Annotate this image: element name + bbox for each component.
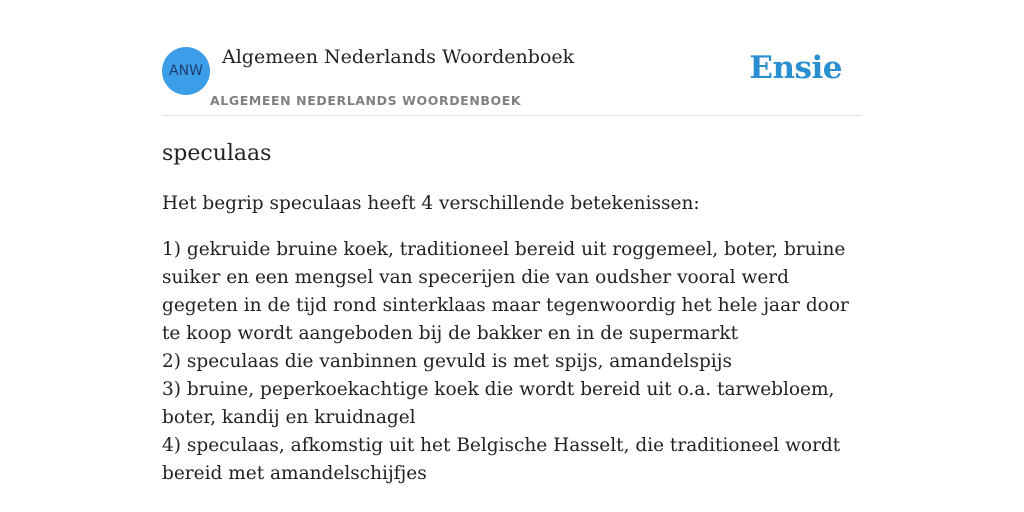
entry-term: speculaas <box>162 141 272 166</box>
entry-intro: Het begrip speculaas heeft 4 verschillende betekenissen: <box>162 193 700 214</box>
meaning-item: 4) speculaas, afkomstig uit het Belgische Hasselt, die traditioneel wordt bereid met amandelschijfjes <box>162 435 841 484</box>
entry-content <box>162 138 864 488</box>
meaning-item: 1) gekruide bruine koek, traditioneel bereid uit roggemeel, boter, bruine suiker en een mengsel van specerijen die van oudsher vooral werd gegeten in de tijd rond sinterklaas maar tegenwoordig het hele jaar door te koop wordt aangeboden bij de bakker en in de supermarkt <box>162 239 849 344</box>
logo-text: ANW <box>169 63 203 79</box>
meanings-list <box>162 236 864 488</box>
meaning-item: 2) speculaas die vanbinnen gevuld is met spijs, amandelspijs <box>162 351 732 372</box>
ensie-brand-link[interactable]: Ensie <box>749 50 842 86</box>
meaning-item: 3) bruine, peperkoekachtige koek die wordt bereid uit o.a. tarwebloem, boter, kandij en kruidnagel <box>162 379 835 428</box>
site-subtitle: ALGEMEEN NEDERLANDS WOORDENBOEK <box>210 93 522 108</box>
source-header <box>162 46 862 116</box>
anw-logo[interactable] <box>162 47 210 95</box>
site-title[interactable]: Algemeen Nederlands Woordenboek <box>222 46 575 68</box>
